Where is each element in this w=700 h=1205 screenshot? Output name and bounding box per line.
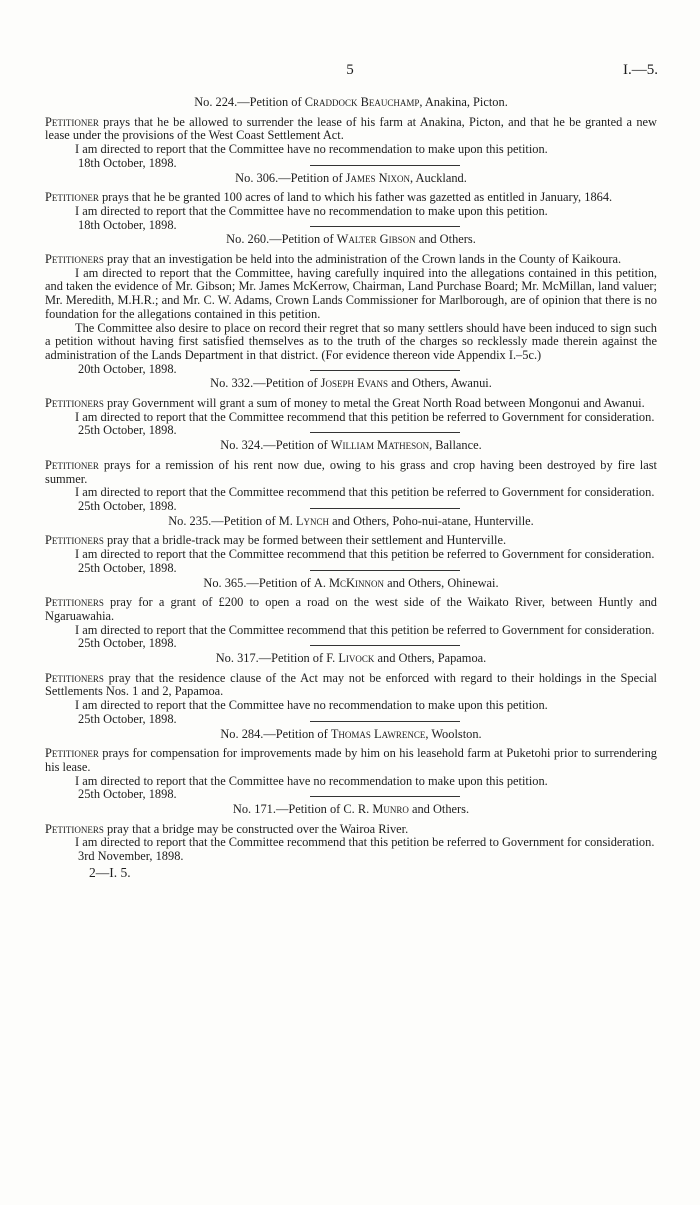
petition-prayer: Petitioner prays that he be granted 100 acres of land to which his father was gazetted as entitled in January, 1864. [45,190,613,205]
section-divider [310,721,460,722]
petition-prayer: Petitioner prays for compensation for improvements made by him on his leasehold farm at Puketohi prior to surrendering his lease. [45,746,657,774]
petition-heading: No. 324.—Petition of William Matheson, Ballance. [220,438,482,453]
committee-report: I am directed to report that the Committee, having carefully inquired into the allegations contained in this petition, and taken the evidence of Mr. Gibson; Mr. James McKerrow, Chairman, Land Purchase Board; Mr. McMillan, land valuer; Mr. Meredith, M.H.R.; and Mr. C. W. Adams, Crown Lands Commissioner for Marlborough, are of opinion that there is no foundation for the allegations contained in this petition. [45,265,657,321]
signature-mark: 2—I. 5. [89,864,131,880]
report-date: 25th October, 1898. [78,560,177,575]
section-divider [310,432,460,433]
petition-number: No. 324. [220,438,264,453]
committee-report: I am directed to report that the Committee have no recommendation to make upon this petition. [75,698,548,713]
petitioner-name: William Matheson [330,438,430,453]
petition-heading: No. 317.—Petition of F. Livock and Others, Papamoa. [215,651,487,666]
petition-prayer: Petitioner prays for a remission of his rent now due, owing to his grass and crop having been destroyed by fire last summer. [45,457,657,486]
petition-number: No. 306. [235,170,279,185]
petition-number: No. 365. [203,575,247,590]
report-date: 25th October, 1898. [78,787,177,802]
report-date: 3rd November, 1898. [78,849,184,864]
petition-number: No. 171. [232,802,276,817]
petition-entry [45,575,657,651]
petition-entry [45,438,657,513]
petition-heading: No. 365.—Petition of A. McKinnon and Others, Ohinewai. [203,575,499,590]
section-divider [310,570,460,571]
page-number: 5 [346,62,354,78]
section-divider [310,226,460,227]
section-divider [310,370,460,371]
report-date: 18th October, 1898. [78,217,177,232]
committee-remark: The Committee also desire to place on record their regret that so many settlers should have been induced to sign such a petition without having first satisfied themselves as to the truth of the charges so recklessly made therein against the administration of the Lands Department in that district. (For evidence thereon vide Appendix I.–5c.) [45,320,657,362]
report-date: 18th October, 1898. [78,155,177,170]
petition-number: No. 332. [210,376,254,391]
committee-report: I am directed to report that the Committee recommend that this petition be referred to Government for consideration. [75,409,655,424]
petition-entry [45,513,657,575]
petition-number: No. 224. [194,95,238,109]
petition-prayer: Petitioners pray Government will grant a sum of money to metal the Great North Road between Mongonui and Awanui. [45,396,645,411]
petition-prayer: Petitioners pray for a grant of £200 to open a road on the west side of the Waikato River, between Huntly and Ngaruawahia. [45,595,657,623]
petitioner-name: F. Livock [326,651,375,666]
petition-entry [45,726,657,802]
report-date: 25th October, 1898. [78,423,177,438]
committee-report: I am directed to report that the Committee recommend that this petition be referred to Government for consideration. [75,547,655,562]
petition-number: No. 284. [220,726,264,741]
petitioner-name: Craddock Beauchamp [304,95,420,109]
section-divider [310,796,460,797]
petitioner-name: James Nixon [345,170,411,185]
petition-heading: No. 224.—Petition of Craddock Beauchamp, Anakina, Picton. [194,95,508,109]
petition-heading: No. 306.—Petition of James Nixon, Auckland. [235,170,467,185]
petitioner-name: Thomas Lawrence [330,726,426,741]
committee-report: I am directed to report that the Committee have no recommendation to make upon this petition. [75,773,548,788]
petitioner-name: C. R. Munro [343,802,409,817]
report-date: 25th October, 1898. [78,711,177,726]
committee-report: I am directed to report that the Committee have no recommendation to make upon this petition. [75,142,548,157]
petition-prayer: Petitioners pray that an investigation be held into the administration of the Crown lands in the County of Kaikoura. [45,252,622,267]
petition-prayer: Petitioners pray that a bridge may be constructed over the Wairoa River. [45,821,409,836]
petitioner-name: A. McKinnon [313,575,384,590]
petitioner-name: M. Lynch [278,513,330,528]
section-divider [310,645,460,646]
committee-report: I am directed to report that the Committee recommend that this petition be referred to Government for consideration. [75,835,655,850]
petition-entry [45,803,657,864]
section-divider [310,165,460,166]
petitioner-name: Walter Gibson [336,232,416,247]
section-divider [310,508,460,509]
petition-prayer: Petitioner prays that he be allowed to surrender the lease of his farm at Anakina, Picton, and that he be granted a new lease under the provisions of the West Coast Settlement Act. [45,114,657,143]
petition-number: No. 260. [226,232,270,247]
committee-report: I am directed to report that the Committee recommend that this petition be referred to Government for consideration. [75,622,655,637]
petition-entry [45,376,657,438]
petition-number: No. 235. [168,513,212,528]
petition-list [45,96,657,880]
document-reference: I.—5. [623,62,658,78]
report-date: 20th October, 1898. [78,361,177,376]
petition-prayer: Petitioners pray that a bridle-track may be formed between their settlement and Hunterville. [45,533,507,548]
petition-number: No. 317. [215,651,259,666]
petition-heading: No. 260.—Petition of Walter Gibson and Others. [226,232,476,247]
committee-report: I am directed to report that the Committee have no recommendation to make upon this petition. [75,203,548,218]
petition-entry [45,170,657,232]
petition-heading: No. 171.—Petition of C. R. Munro and Others. [232,802,470,817]
report-date: 25th October, 1898. [78,636,177,651]
petition-heading: No. 332.—Petition of Joseph Evans and Others, Awanui. [210,376,492,391]
petition-entry [45,232,657,376]
petition-heading: No. 235.—Petition of M. Lynch and Others, Poho-nui-atane, Hunterville. [168,513,534,528]
report-date: 25th October, 1898. [78,498,177,513]
petition-prayer: Petitioners pray that the residence clause of the Act may not be enforced with regard to their holdings in the Special Settlements Nos. 1 and 2, Papamoa. [45,670,657,699]
petitioner-name: Joseph Evans [320,376,388,391]
committee-report: I am directed to report that the Committee recommend that this petition be referred to Government for consideration. [75,485,655,500]
petition-entry [45,95,657,170]
petition-entry [45,651,657,726]
petition-heading: No. 284.—Petition of Thomas Lawrence, Woolston. [220,726,482,741]
